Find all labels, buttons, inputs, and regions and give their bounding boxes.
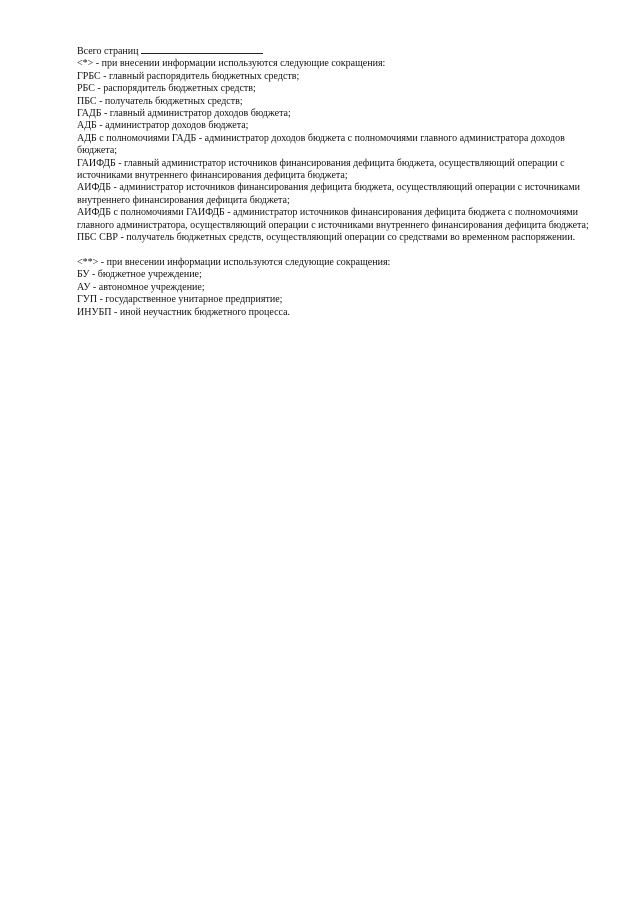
- footnote-1-intro: <*> - при внесении информации используются следующие сокращения:: [77, 58, 386, 70]
- abbr-aifdb: АИФДБ - администратор источников финансирования дефицита бюджета, осуществляющий операции с источниками внутреннего финансирования дефицита бюджета;: [77, 182, 581, 206]
- footnote-2-intro: <**> - при внесении информации используются следующие сокращения:: [77, 256, 391, 268]
- total-pages-label: Всего страниц: [77, 46, 139, 57]
- abbr-gadb: ГАДБ - главный администратор доходов бюджета;: [77, 108, 291, 120]
- document-page: [77, 44, 597, 319]
- abbr-pbs-svr: ПБС СВР - получатель бюджетных средств, осуществляющий операции со средствами во временном распоряжении.: [77, 232, 576, 244]
- abbr-gup: ГУП - государственное унитарное предприятие;: [77, 294, 283, 306]
- total-pages-line: [77, 44, 597, 58]
- footnote-1: [77, 58, 597, 244]
- footnote-2: [77, 257, 597, 319]
- abbr-aifdb-gaifdb: АИФДБ с полномочиями ГАИФДБ - администратор источников финансирования дефицита бюджета с полномочиями главного администратора, осуществляющий операции с источниками внутреннего финансирования дефицита бюджета;: [77, 207, 589, 231]
- total-pages-blank: [141, 44, 263, 54]
- abbr-bu: БУ - бюджетное учреждение;: [77, 269, 202, 281]
- abbr-grbs: ГРБС - главный распорядитель бюджетных средств;: [77, 70, 300, 82]
- abbr-rbs: РБС - распорядитель бюджетных средств;: [77, 83, 256, 95]
- abbr-adb-gadb: АДБ с полномочиями ГАДБ - администратор доходов бюджета с полномочиями главного администратора доходов бюджета;: [77, 132, 565, 157]
- abbr-adb: АДБ - администратор доходов бюджета;: [77, 120, 249, 132]
- section-spacer: [77, 245, 597, 257]
- abbr-au: АУ - автономное учреждение;: [77, 281, 205, 293]
- abbr-gaifdb: ГАИФДБ - главный администратор источников финансирования дефицита бюджета, осуществляющий операции с источниками внутреннего финансирования дефицита бюджета;: [77, 157, 565, 182]
- abbr-inubp: ИНУБП - иной неучастник бюджетного процесса.: [77, 306, 291, 318]
- abbr-pbs: ПБС - получатель бюджетных средств;: [77, 95, 243, 107]
